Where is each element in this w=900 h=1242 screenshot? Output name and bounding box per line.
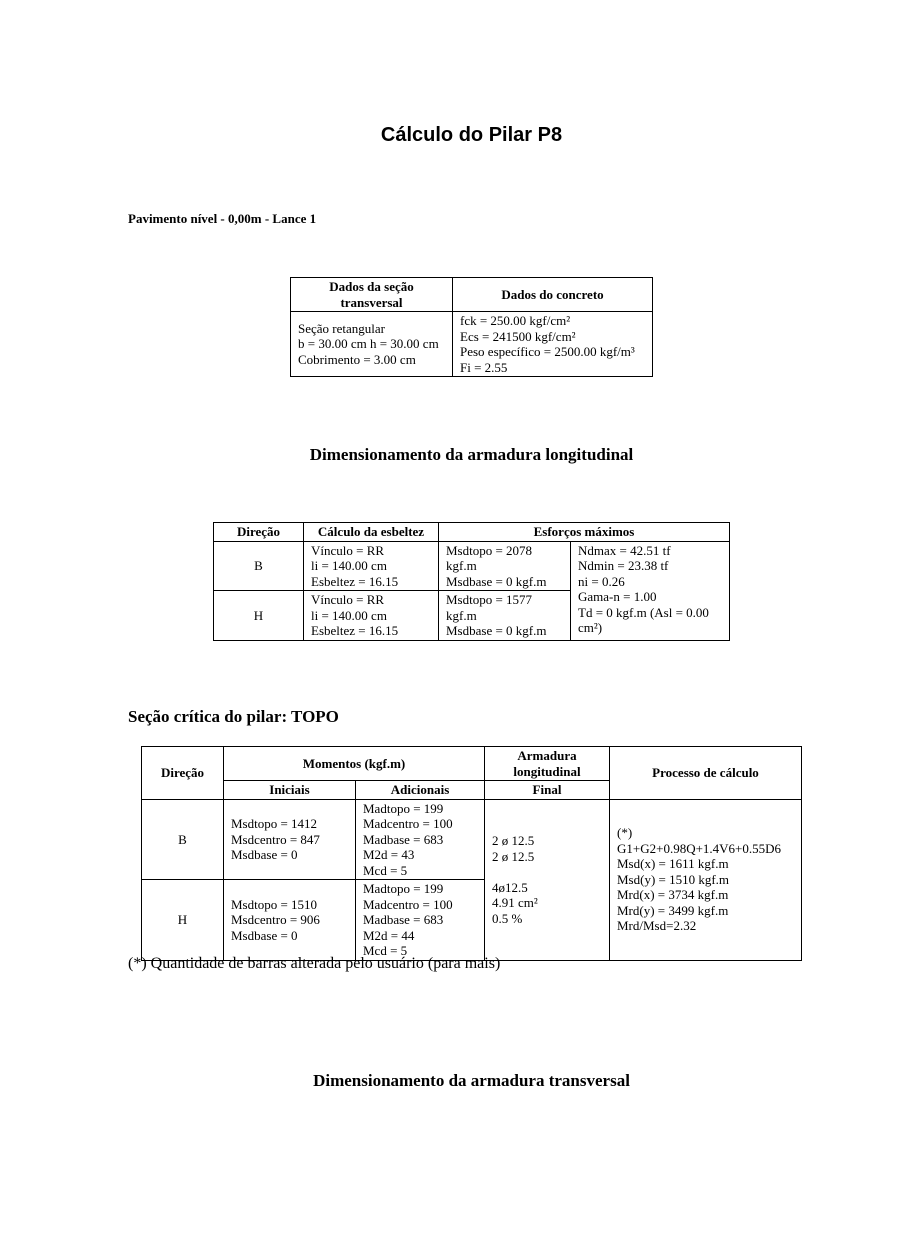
longitudinal-table [213,522,730,641]
final-reinforcement-cell: 2 ø 12.5 2 ø 12.5 4ø12.5 4.91 cm² 0.5 % [485,799,610,960]
floor-label: Pavimento nível - 0,00m - Lance 1 [128,211,317,226]
header-initial: Iniciais [224,781,356,800]
header-additional: Adicionais [356,781,485,800]
header-slenderness: Cálculo da esbeltez [304,523,439,542]
page-title: Cálculo do Pilar P8 [380,124,563,146]
normal-forces-cell: Ndmax = 42.51 tf Ndmin = 23.38 tf ni = 0.26 Gama-n = 1.00 Td = 0 kgf.m (Asl = 0.00 cm²) [571,541,730,640]
footnote: (*) Quantidade de barras alterada pelo usuário (para mais) [128,955,501,972]
moment-cell: Msdtopo = 1577 kgf.m Msdbase = 0 kgf.m [439,591,571,641]
section-data-table [290,277,653,377]
slenderness-cell: Vínculo = RR li = 140.00 cm Esbeltez = 16.15 [304,591,439,641]
header-reinforcement: Armadura longitudinal [485,747,610,781]
header-moments: Momentos (kgf.m) [224,747,485,781]
initial-moments-cell: Msdtopo = 1412 Msdcentro = 847 Msdbase = 0 [224,799,356,880]
transversal-title: Dimensionamento da armadura transversal [313,1071,630,1090]
slenderness-cell: Vínculo = RR li = 140.00 cm Esbeltez = 16.15 [304,541,439,591]
critical-section-title: Seção crítica do pilar: TOPO [128,707,339,726]
calc-process-cell: (*) G1+G2+0.98Q+1.4V6+0.55D6 Msd(x) = 1611 kgf.m Msd(y) = 1510 kgf.m Mrd(x) = 3734 kgf.m Mrd(y) = 3499 kgf.m Mrd/Msd=2.32 [610,799,802,960]
direction-cell: B [214,541,304,591]
concrete-data-cell: fck = 250.00 kgf/cm² Ecs = 241500 kgf/cm² Peso específico = 2500.00 kgf/m³ Fi = 2.55 [453,312,653,377]
header-direction: Direção [214,523,304,542]
additional-moments-cell: Madtopo = 199 Madcentro = 100 Madbase = 683 M2d = 44 Mcd = 5 [356,880,485,961]
header-calc-process: Processo de cálculo [610,747,802,800]
header-final: Final [485,781,610,800]
initial-moments-cell: Msdtopo = 1510 Msdcentro = 906 Msdbase = 0 [224,880,356,961]
header-max-forces: Esforços máximos [439,523,730,542]
direction-cell: B [142,799,224,880]
direction-cell: H [214,591,304,641]
moment-cell: Msdtopo = 2078 kgf.m Msdbase = 0 kgf.m [439,541,571,591]
header-section-data: Dados da seção transversal [291,278,453,312]
header-direction: Direção [142,747,224,800]
longitudinal-title: Dimensionamento da armadura longitudinal [309,445,634,464]
section-data-cell: Seção retangular b = 30.00 cm h = 30.00 cm Cobrimento = 3.00 cm [291,312,453,377]
header-concrete-data: Dados do concreto [453,278,653,312]
critical-section-table [141,746,802,961]
direction-cell: H [142,880,224,961]
additional-moments-cell: Madtopo = 199 Madcentro = 100 Madbase = 683 M2d = 43 Mcd = 5 [356,799,485,880]
